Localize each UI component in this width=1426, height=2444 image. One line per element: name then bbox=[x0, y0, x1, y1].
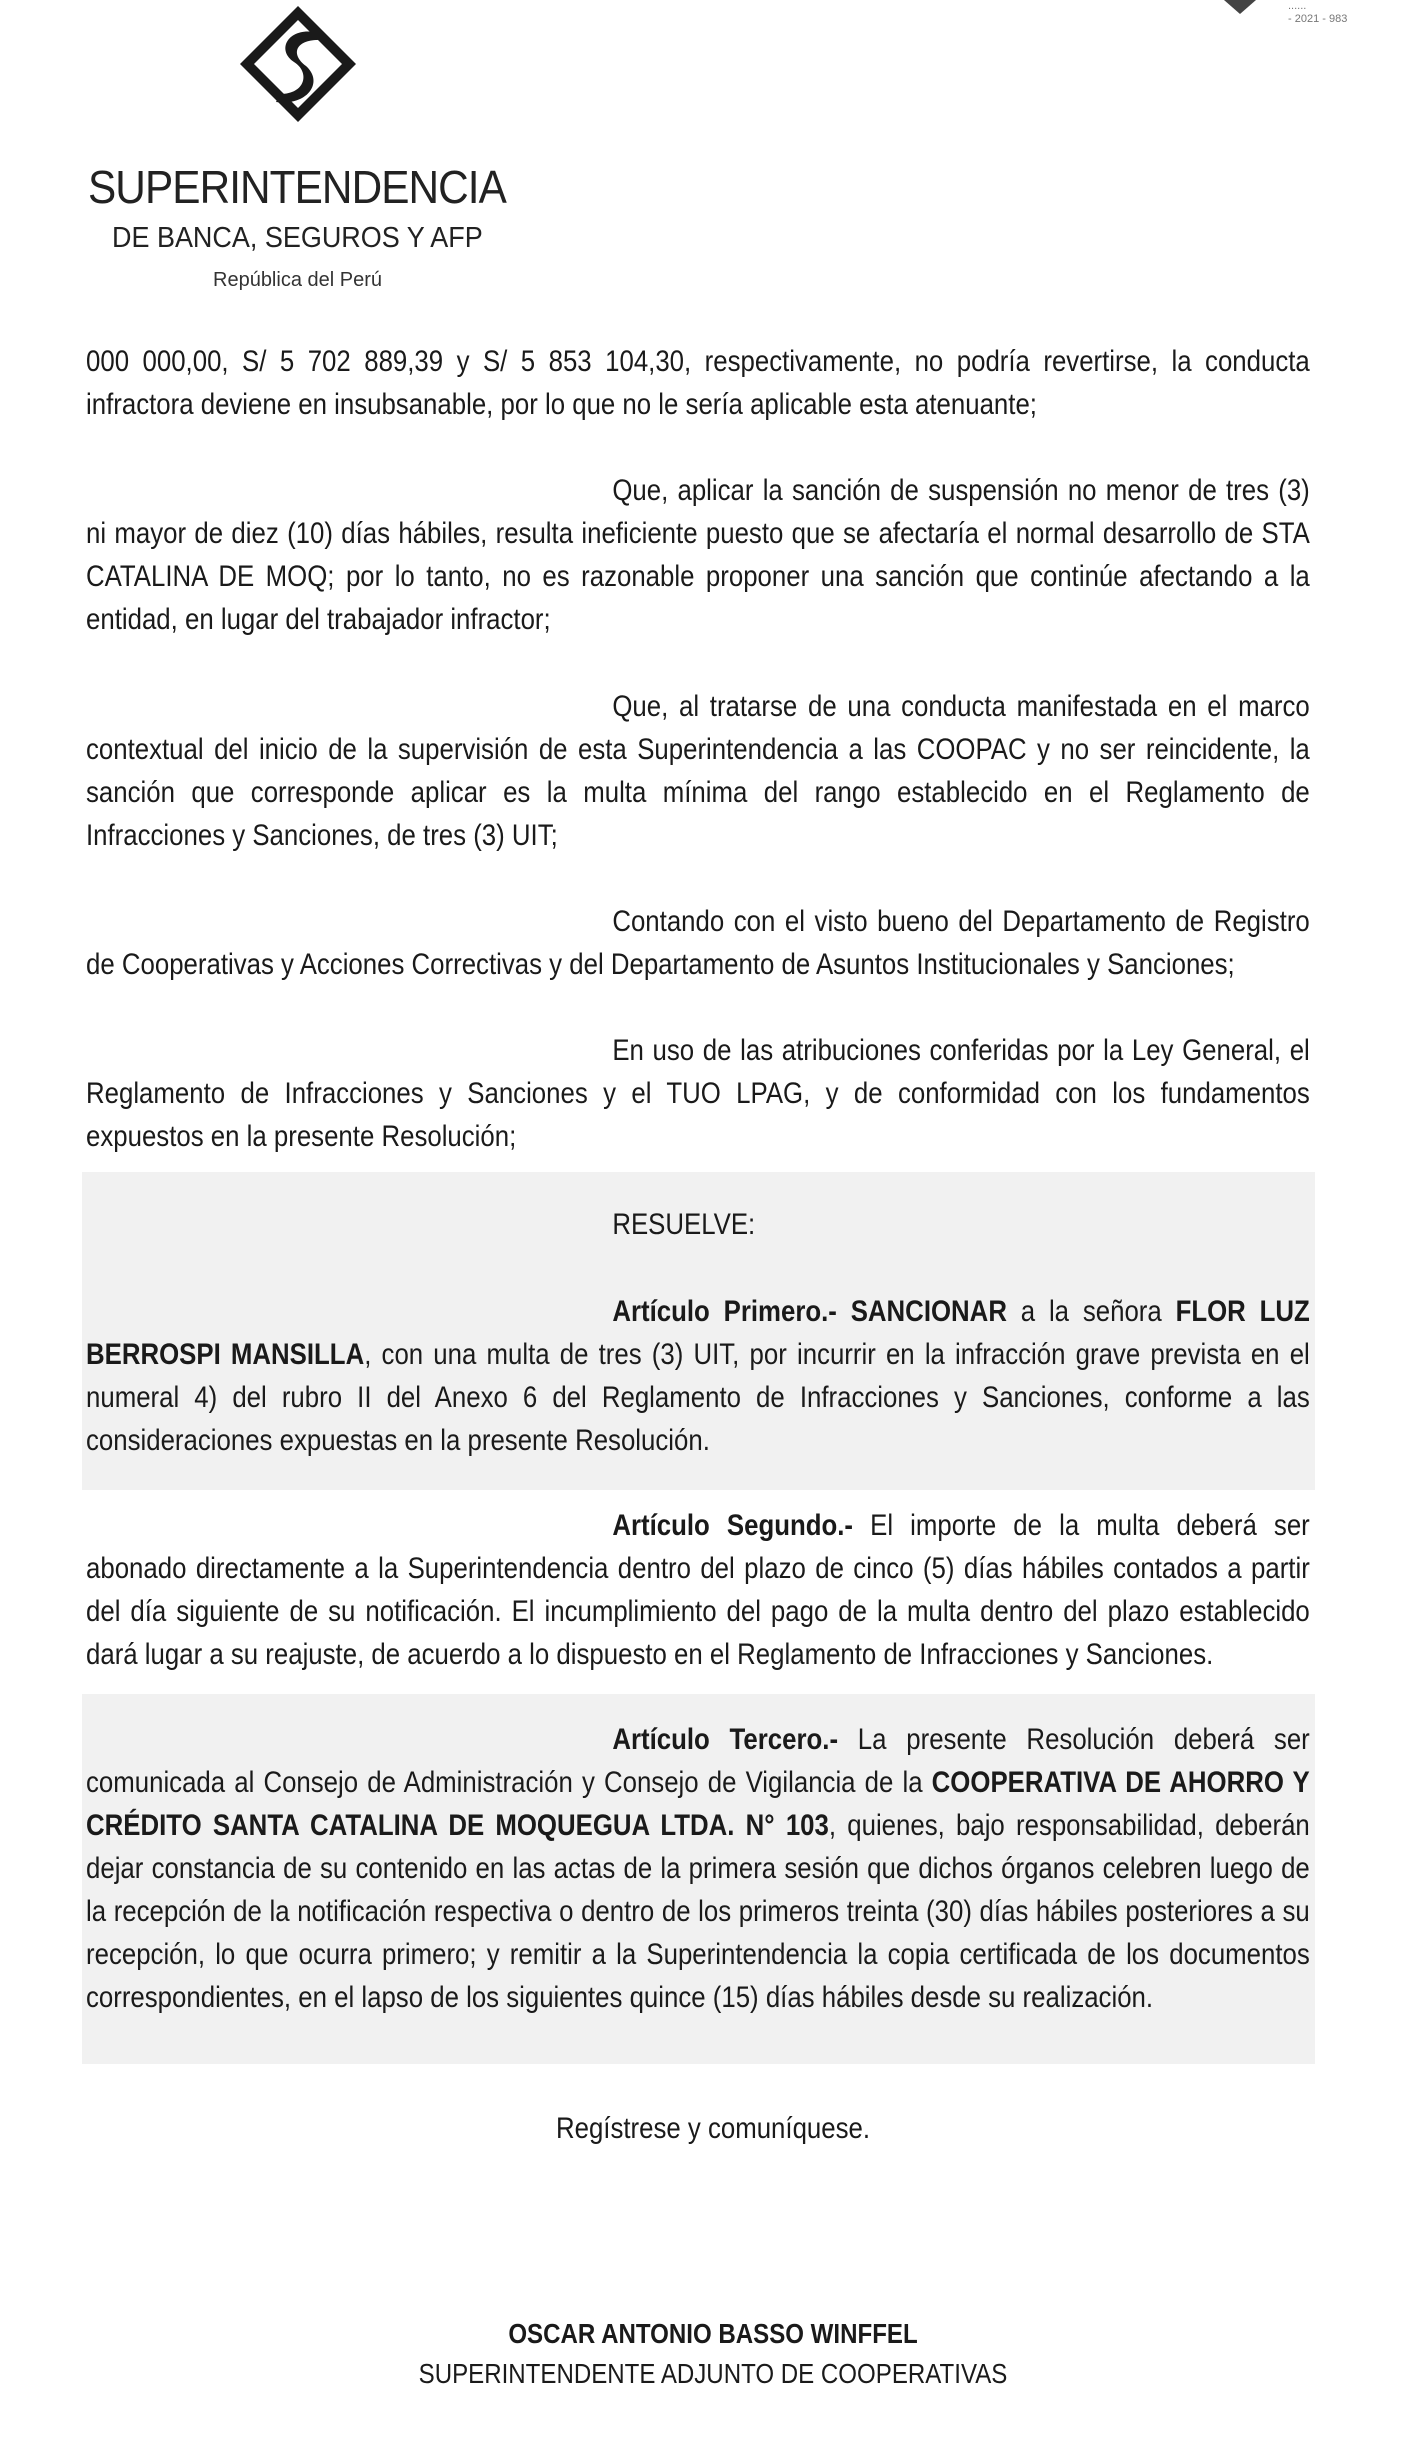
org-country: República del Perú bbox=[213, 269, 382, 291]
article-3-cooperative-name: COOPERATIVA DE AHORRO Y CRÉDITO SANTA CATALINA DE MOQUEGUA LTDA. N° 103 bbox=[86, 1766, 1310, 1842]
corner-seal-icon bbox=[1210, 0, 1270, 16]
article-3-title: Artículo Tercero.- bbox=[612, 1723, 839, 1756]
article-2-title: Artículo Segundo.- bbox=[612, 1509, 854, 1542]
corner-stamp-text: ...... - 2021 - 983 bbox=[1288, 0, 1348, 25]
resuelve-heading-wrap bbox=[86, 1203, 1310, 1246]
article-3-text-1: La presente Resolución deberá ser comunicada al Consejo de Administración y Consejo de Vigilancia de la bbox=[86, 1723, 1310, 1799]
article-1-bold-action: SANCIONAR bbox=[850, 1295, 1007, 1328]
sbs-logo-icon bbox=[236, 2, 360, 152]
paragraph-4-text: Contando con el visto bueno del Departamento de Registro de Cooperativas y Acciones Correctivas y del Departamento de Asuntos Institucionales y Sanciones; bbox=[86, 905, 1310, 981]
paragraph-5 bbox=[86, 1029, 1310, 1158]
article-1-text-1: a la señora bbox=[1020, 1295, 1162, 1328]
resuelve-heading: RESUELVE: bbox=[612, 1208, 756, 1241]
article-2-text: El importe de la multa deberá ser abonado directamente a la Superintendencia dentro del plazo de cinco (5) días hábiles contados a partir del día siguiente de su notificación. El incumplimiento del pago de la multa dentro del plazo establecido dará lugar a su reajuste, de acuerdo a lo dispuesto en el Reglamento de Infracciones y Sanciones. bbox=[86, 1509, 1310, 1671]
paragraph-5-text: En uso de las atribuciones conferidas por la Ley General, el Reglamento de Infracciones y Sanciones y el TUO LPAG, y de conformidad con los fundamentos expuestos en la presente Resolución; bbox=[86, 1034, 1310, 1153]
article-1-person-name: FLOR LUZ BERROSPI MANSILLA bbox=[86, 1295, 1310, 1371]
article-1-title: Artículo Primero.- bbox=[612, 1295, 837, 1328]
signature-title: SUPERINTENDENTE ADJUNTO DE COOPERATIVAS bbox=[418, 2358, 1008, 2389]
paragraph-2-text: Que, aplicar la sanción de suspensión no menor de tres (3) ni mayor de diez (10) días hábiles, resulta ineficiente puesto que se afectaría el normal desarrollo de STA CATALINA DE MOQ; por lo tanto, no es razonable proponer una sanción que continúe afectando a la entidad, en lugar del trabajador infractor; bbox=[86, 474, 1310, 636]
paragraph-4 bbox=[86, 900, 1310, 986]
org-name: SUPERINTENDENCIA bbox=[88, 161, 506, 213]
article-3-text-2: , quienes, bajo responsabilidad, deberán dejar constancia de su contenido en las actas de la primera sesión que dichos órganos celebren luego de la recepción de la notificación respectiva o dentro de los primeros treinta (30) días hábiles posteriores a su recepción, lo que ocurra primero; y remitir a la Superintendencia la copia certificada de los documentos correspondientes, en el lapso de los siguientes quince (15) días hábiles desde su realización. bbox=[86, 1809, 1310, 2014]
signature-name: OSCAR ANTONIO BASSO WINFFEL bbox=[508, 2318, 918, 2349]
paragraph-1-text: 000 000,00, S/ 5 702 889,39 y S/ 5 853 104,30, respectivamente, no podría revertirse, la conducta infractora deviene en insubsanable, por lo que no le sería aplicable esta atenuante; bbox=[86, 345, 1310, 421]
org-subtitle: DE BANCA, SEGUROS Y AFP bbox=[112, 222, 483, 254]
article-1-text-2: , con una multa de tres (3) UIT, por incurrir en la infracción grave prevista en el numeral 4) del rubro II del Anexo 6 del Reglamento de Infracciones y Sanciones, conforme a las consideraciones expuestas en la presente Resolución. bbox=[86, 1338, 1310, 1457]
closing-line: Regístrese y comuníquese. bbox=[555, 2112, 871, 2145]
article-3 bbox=[86, 1718, 1310, 2019]
article-2 bbox=[86, 1504, 1310, 1676]
paragraph-1 bbox=[86, 340, 1310, 426]
article-1 bbox=[86, 1290, 1310, 1462]
paragraph-2 bbox=[86, 469, 1310, 641]
paragraph-3 bbox=[86, 685, 1310, 857]
paragraph-3-text: Que, al tratarse de una conducta manifestada en el marco contextual del inicio de la supervisión de esta Superintendencia a las COOPAC y no ser reincidente, la sanción que corresponde aplicar es la multa mínima del rango establecido en el Reglamento de Infracciones y Sanciones, de tres (3) UIT; bbox=[86, 690, 1310, 852]
